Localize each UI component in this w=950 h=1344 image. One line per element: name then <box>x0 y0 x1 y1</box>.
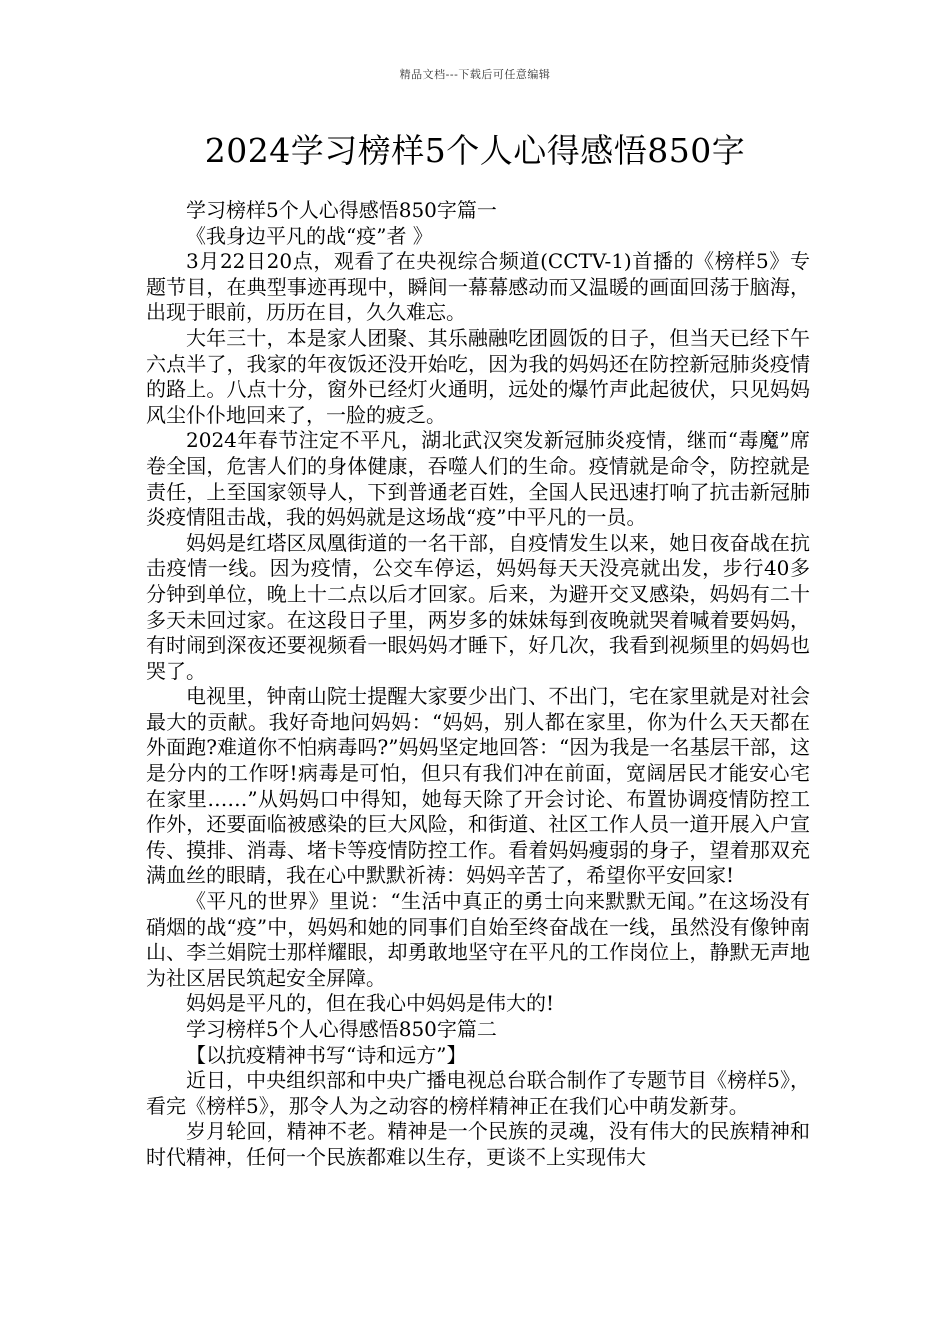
paragraph: 电视里，钟南山院士提醒大家要少出门、不出门，宅在家里就是对社会最大的贡献。我好奇地问妈妈：“妈妈，别人都在家里，你为什么天天都在外面跑?难道你不怕病毒吗?”妈妈坚定地回答：“因为我是一名基层干部，这是分内的工作呀!病毒是可怕，但只有我们冲在前面，宽阔居民才能安心宅在家里……”从妈妈口中得知，她每天除了开会讨论、布置协调疫情防控工作外，还要面临被感染的巨大风险，和街道、社区工作人员一道开展入户宣传、摸排、消毒、堵卡等疫情防控工作。看着妈妈瘦弱的身子，望着那双充满血丝的眼睛，我在心中默默祈祷：妈妈辛苦了，希望你平安回家! <box>146 684 810 888</box>
document-title: 2024学习榜样5个人心得感悟850字 <box>204 131 746 170</box>
paragraph: 妈妈是红塔区凤凰街道的一名干部，自疫情发生以来，她日夜奋战在抗击疫情一线。因为疫情，公交车停运，妈妈每天天没亮就出发，步行40多分钟到单位，晚上十二点以后才回家。后来，为避开交叉感染，妈妈有二十多天未回过家。在这段日子里，两岁多的妹妹每到夜晚就哭着喊着要妈妈，有时闹到深夜还要视频看一眼妈妈才睡下，好几次，我看到视频里的妈妈也哭了。 <box>146 530 810 683</box>
paragraph: 《平凡的世界》里说：“生活中真正的勇士向来默默无闻。”在这场没有硝烟的战“疫”中，妈妈和她的同事们自始至终奋战在一线，虽然没有像钟南山、李兰娟院士那样耀眼，却勇敢地坚守在平凡的工作岗位上，静默无声地为社区居民筑起安全屏障。 <box>146 889 810 990</box>
paragraph: 近日，中央组织部和中央广播电视总台联合制作了专题节目《榜样5》，看完《榜样5》，那令人为之动容的榜样精神正在我们心中萌发新芽。 <box>146 1068 810 1118</box>
subtitle-1: 《我身边平凡的战“疫”者 》 <box>186 223 433 248</box>
page-header: 精品文档---下载后可任意编辑 <box>399 68 551 81</box>
paragraph: 岁月轮回，精神不老。精神是一个民族的灵魂，没有伟大的民族精神和时代精神，任何一个民族都难以生存，更谈不上实现伟大 <box>146 1119 810 1169</box>
section-heading-1: 学习榜样5个人心得感悟850字篇一 <box>186 198 497 222</box>
paragraph: 3月22日20点，观看了在央视综合频道(CCTV-1)首播的《榜样5》专题节目，在典型事迹再现中，瞬间一幕幕感动而又温暖的画面回荡于脑海，出现于眼前，历历在目，久久难忘。 <box>146 249 810 325</box>
paragraph: 2024年春节注定不平凡，湖北武汉突发新冠肺炎疫情，继而“毒魔”席卷全国，危害人们的身体健康，吞噬人们的生命。疫情就是命令，防控就是责任，上至国家领导人，下到普通老百姓，全国人民迅速打响了抗击新冠肺炎疫情阻击战，我的妈妈就是这场战“疫”中平凡的一员。 <box>146 428 810 530</box>
subtitle-2: 【以抗疫精神书写“诗和远方”】 <box>186 1042 467 1067</box>
paragraph: 大年三十，本是家人团聚、其乐融融吃团圆饭的日子，但当天已经下午六点半了，我家的年夜饭还没开始吃，因为我的妈妈还在防控新冠肺炎疫情的路上。八点十分，窗外已经灯火通明，远处的爆竹声此起彼伏，只见妈妈风尘仆仆地回来了，一脸的疲乏。 <box>146 325 810 427</box>
section-heading-2: 学习榜样5个人心得感悟850字篇二 <box>186 1017 497 1041</box>
paragraph: 妈妈是平凡的，但在我心中妈妈是伟大的! <box>186 991 555 1016</box>
document-body <box>146 198 810 1171</box>
